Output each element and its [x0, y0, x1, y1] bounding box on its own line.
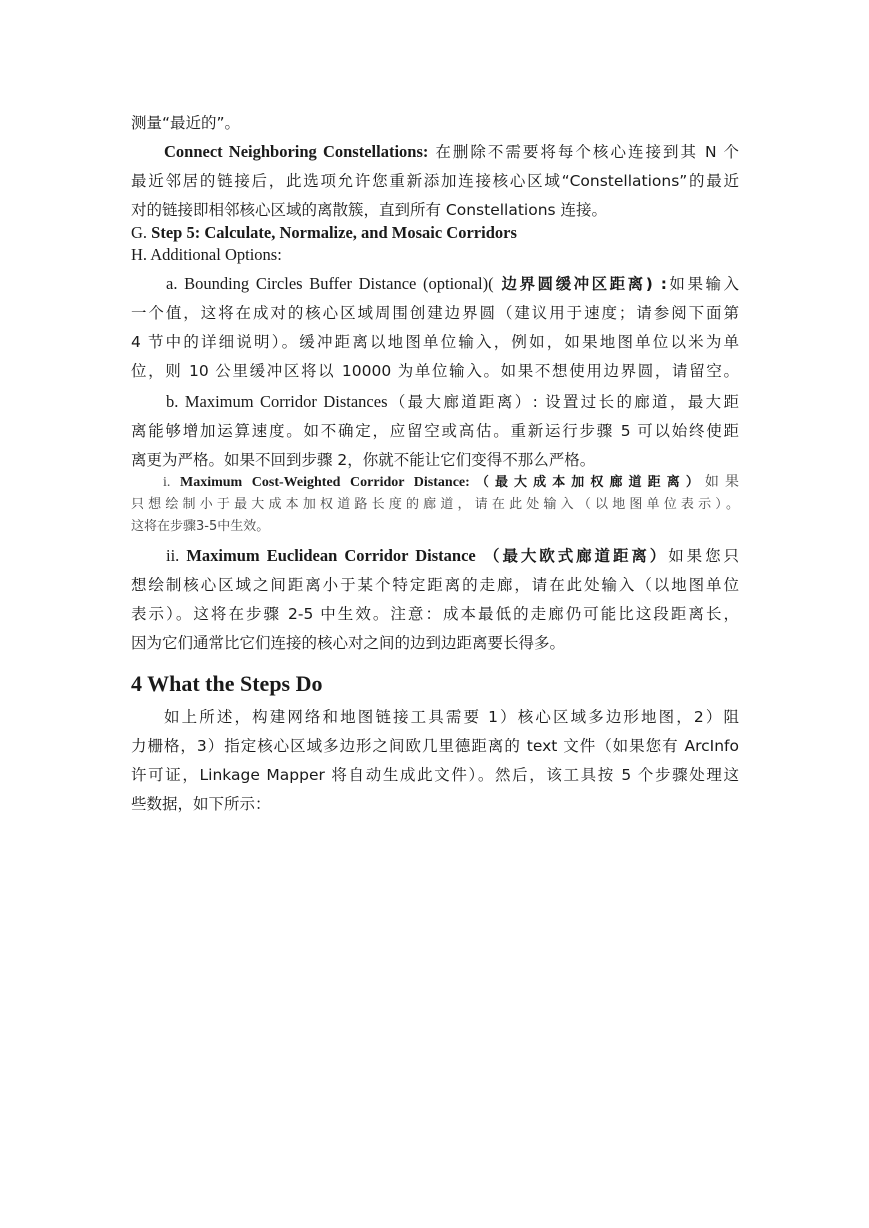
text-line: 离更为严格。如果不回到步骤 2，你就不能让它们变得不那么严格。 [131, 451, 596, 469]
option-i-label: Maximum Cost-Weighted Corridor Distance: [179, 475, 470, 490]
text-line: 许可证，Linkage Mapper 将自动生成此文件）。然后，该工具按 5 个步骤处理这 [131, 766, 739, 784]
text-span: （最大欧式廊道距离） [475, 547, 669, 565]
text-line: 这将在步骤3-5中生效。 [131, 519, 270, 534]
option-i-line [131, 472, 739, 492]
step5-title: Step 5: Calculate, Normalize, and Mosaic Corridors [151, 223, 517, 242]
text-line: 4 节中的详细说明）。缓冲距离以地图单位输入，例如，如果地图单位以米为单 [131, 333, 739, 351]
option-i-marker: i. [163, 475, 180, 490]
text-line: 力栅格，3）指定核心区域多边形之间欧几里德距离的 text 文件（如果您有 ArcInfo [131, 737, 739, 755]
text-span: 在删除不需要将每个核心连接到其 N 个 [428, 143, 739, 161]
text-line: 对的链接即相邻核心区域的离散簇，直到所有 Constellations 连接。 [131, 201, 608, 219]
term-connect-neighboring: Connect Neighboring Constellations: [164, 142, 429, 161]
text-line: 位，则 10 公里缓冲区将以 10000 为单位输入。如果不想使用边界圆，请留空。 [131, 362, 739, 380]
option-a-label: a. Bounding Circles Buffer Distance (optional)( [166, 274, 494, 293]
text-line: 些数据，如下所示： [131, 795, 271, 813]
text-line: 离能够增加运算速度。如不确定，应留空或高估。重新运行步骤 5 可以始终使距 [131, 422, 739, 440]
text-line: 如上所述，构建网络和地图链接工具需要 1）核心区域多边形地图，2）阻 [164, 708, 739, 726]
text-line: 最近邻居的链接后，此选项允许您重新添加连接核心区域“Constellations”的最近 [131, 172, 739, 190]
option-b-line [131, 392, 739, 412]
option-b-label: b. Maximum Corridor Distances [166, 392, 388, 411]
option-ii-marker: ii. [166, 546, 187, 565]
text-span: （最大成本加权廊道距离） [469, 475, 705, 490]
paragraph-connect-constellations [131, 142, 739, 162]
text-line: 想绘制核心区域之间距离小于某个特定距离的走廊，请在此处输入（以地图单位 [131, 576, 739, 594]
option-a-line [131, 274, 739, 294]
text-span: （最大廊道距离）: 设置过长的廊道，最大距 [387, 393, 739, 411]
list-marker: G. [131, 223, 152, 242]
step5-heading [131, 223, 739, 243]
text-span: 边界圆缓冲区距离) : [493, 275, 667, 293]
text-span: 如果您只 [668, 547, 739, 565]
text-line: 因为它们通常比它们连接的核心对之间的边到边距离要长得多。 [131, 634, 566, 652]
text-line: 表示）。这将在步骤 2-5 中生效。注意：成本最低的走廊仍可能比这段距离长， [131, 605, 739, 623]
additional-options-heading: H. Additional Options: [131, 245, 282, 264]
option-ii-line [131, 546, 739, 566]
text-line: 测量“最近的”。 [131, 114, 241, 132]
section-heading: 4 What the Steps Do [131, 671, 323, 696]
option-ii-label: Maximum Euclidean Corridor Distance [186, 546, 476, 565]
text-span: 如果输入 [666, 275, 740, 293]
text-line: 只想绘制小于最大成本加权道路长度的廊道，请在此处输入（以地图单位表示）。 [131, 497, 739, 512]
text-span: 如果 [704, 475, 739, 490]
text-line: 一个值，这将在成对的核心区域周围创建边界圆（建议用于速度；请参阅下面第 [131, 304, 739, 322]
